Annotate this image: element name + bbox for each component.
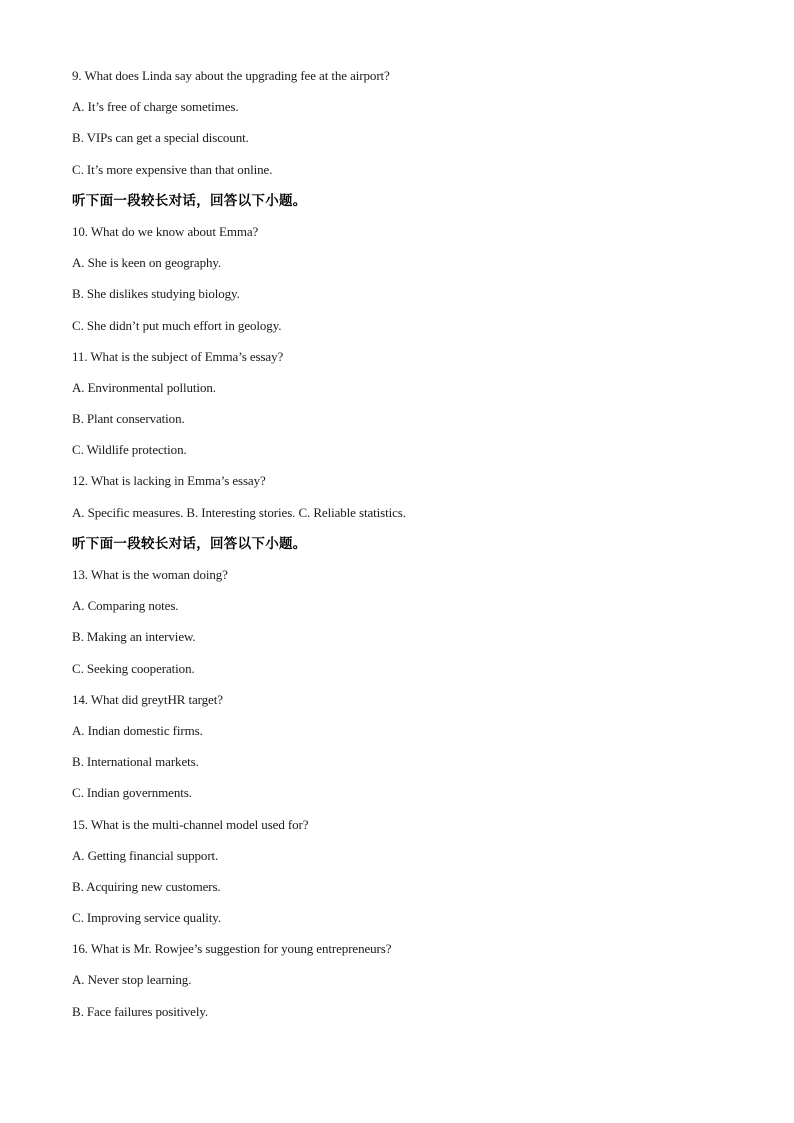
option-10c: C. She didn’t put much effort in geology.: [72, 317, 282, 333]
option-9a: A. It’s free of charge sometimes.: [72, 99, 239, 115]
option-9c: C. It’s more expensive than that online.: [72, 161, 273, 177]
question-9: 9. What does Linda say about the upgrading fee at the airport?: [72, 68, 390, 83]
question-16: 16. What is Mr. Rowjee’s suggestion for young entrepreneurs?: [72, 941, 392, 957]
option-11b: B. Plant conservation.: [72, 411, 185, 427]
option-15a: A. Getting financial support.: [72, 847, 219, 863]
section-instruction: 听下面一段较长对话，回答以下小题。: [72, 192, 307, 209]
option-15c: C. Improving service quality.: [72, 910, 221, 926]
option-10a: A. She is keen on geography.: [72, 255, 222, 271]
option-15b: B. Acquiring new customers.: [72, 878, 221, 894]
question-12: 12. What is lacking in Emma’s essay?: [72, 473, 266, 489]
option-14a: A. Indian domestic firms.: [72, 722, 203, 738]
section-instruction: 听下面一段较长对话，回答以下小题。: [72, 535, 307, 552]
option-16b: B. Face failures positively.: [72, 1003, 209, 1019]
options-12: A. Specific measures. B. Interesting stories. C. Reliable statistics.: [72, 504, 406, 520]
question-list: [72, 66, 732, 1033]
question-13: 13. What is the woman doing?: [72, 567, 228, 582]
option-13a: A. Comparing notes.: [72, 598, 179, 614]
question-10: 10. What do we know about Emma?: [72, 223, 259, 239]
option-9b: B. VIPs can get a special discount.: [72, 130, 249, 146]
option-16a: A. Never stop learning.: [72, 972, 192, 988]
question-14: 14. What did greytHR target?: [72, 691, 223, 707]
option-14b: B. International markets.: [72, 754, 199, 770]
option-14c: C. Indian governments.: [72, 785, 192, 801]
option-13c: C. Seeking cooperation.: [72, 660, 195, 676]
option-11a: A. Environmental pollution.: [72, 379, 216, 395]
option-10b: B. She dislikes studying biology.: [72, 286, 240, 302]
question-11: 11. What is the subject of Emma’s essay?: [72, 348, 284, 364]
option-11c: C. Wildlife protection.: [72, 442, 187, 458]
option-13b: B. Making an interview.: [72, 629, 196, 645]
question-15: 15. What is the multi-channel model used for?: [72, 816, 309, 832]
